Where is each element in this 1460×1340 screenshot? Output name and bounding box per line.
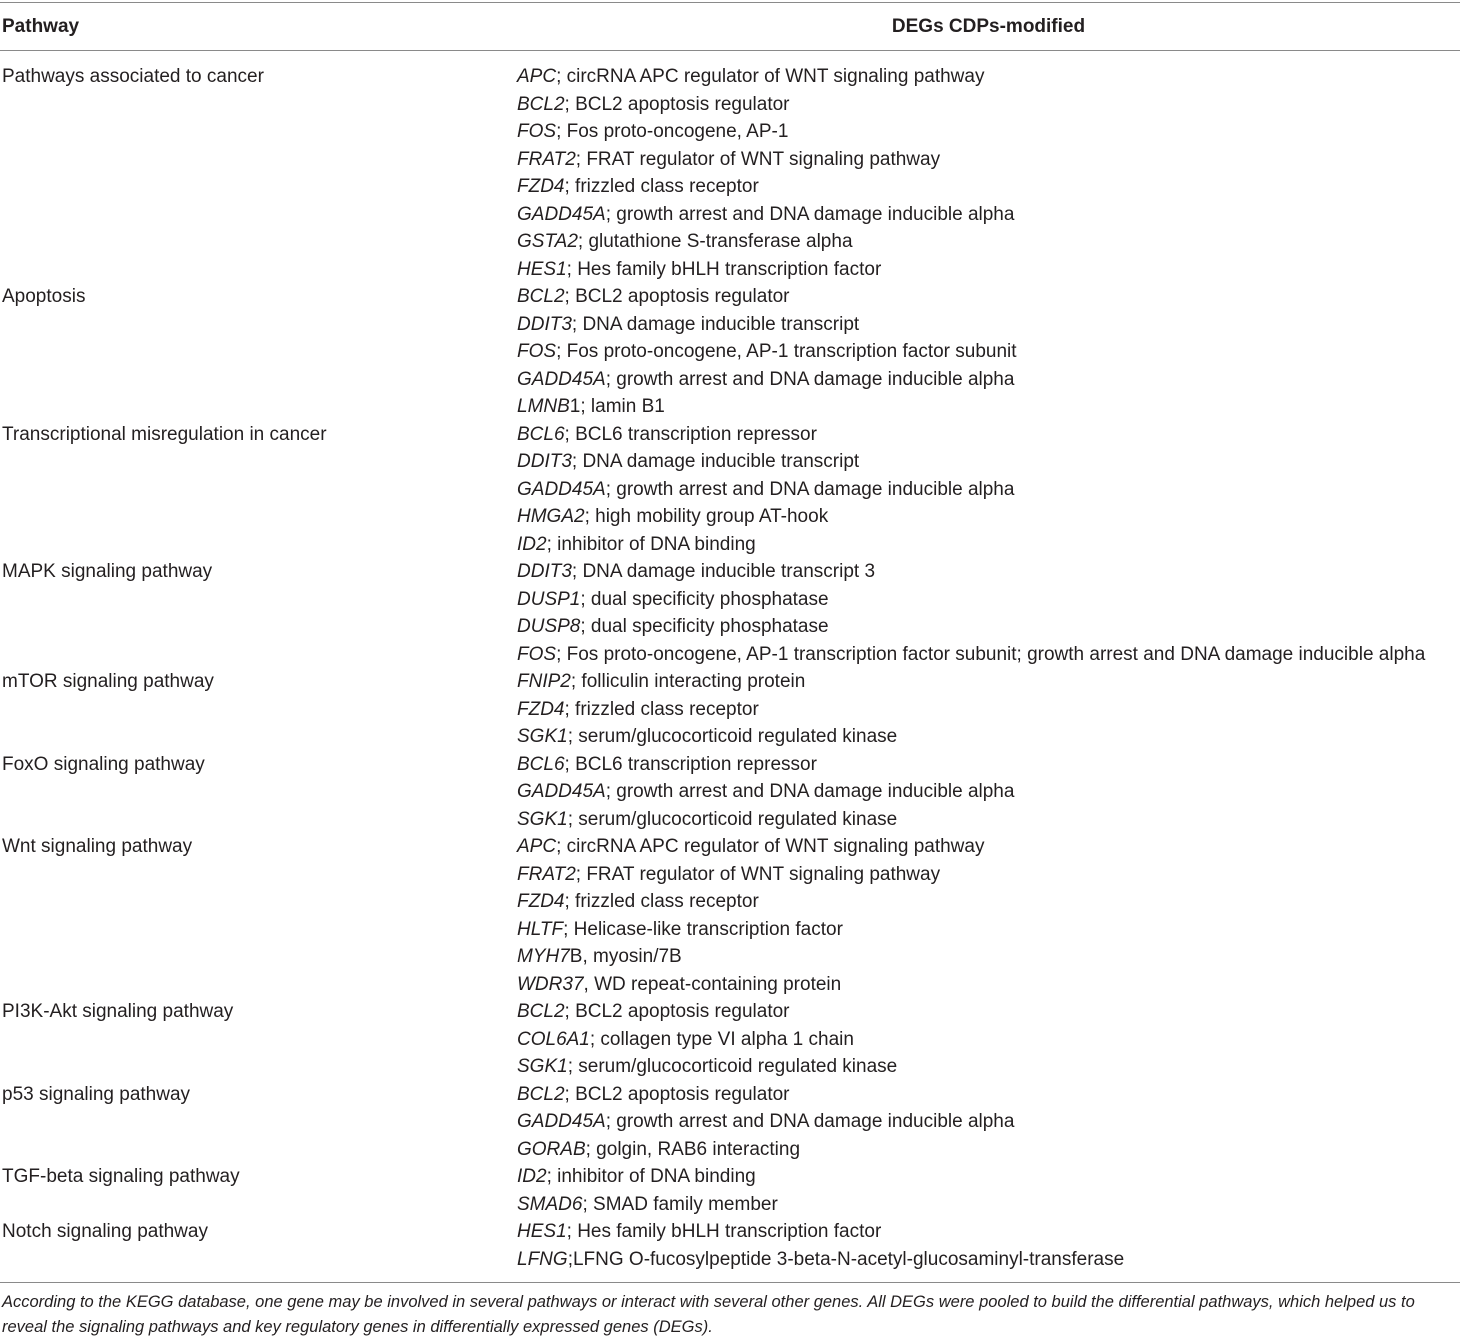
gene-description: ; frizzled class receptor bbox=[564, 698, 759, 720]
gene-entry bbox=[517, 696, 1460, 724]
pathway-group bbox=[0, 421, 1460, 559]
gene-description: ; Fos proto-oncogene, AP-1 transcription factor subunit; growth arrest and DNA damage inducible alpha bbox=[556, 643, 1426, 665]
gene-description: ; DNA damage inducible transcript bbox=[571, 451, 860, 472]
gene-description: ; BCL6 transcription repressor bbox=[564, 753, 817, 775]
gene-description: ; golgin, RAB6 interacting bbox=[585, 1138, 801, 1160]
gene-symbol: HLTF bbox=[517, 918, 564, 940]
gene-entry bbox=[517, 916, 1460, 944]
gene-symbol: SGK1 bbox=[517, 808, 568, 830]
gene-entry bbox=[517, 778, 1460, 806]
gene-description: ; BCL2 apoptosis regulator bbox=[564, 286, 790, 307]
gene-symbol: BCL6 bbox=[517, 753, 565, 775]
gene-symbol: BCL2 bbox=[517, 93, 565, 115]
gene-entry bbox=[517, 448, 1460, 476]
gene-list bbox=[517, 558, 1460, 668]
pathway-group bbox=[0, 668, 1460, 751]
gene-description: ; serum/glucocorticoid regulated kinase bbox=[567, 808, 898, 830]
gene-entry bbox=[517, 806, 1460, 834]
table-body bbox=[0, 51, 1460, 1273]
table-footnote: According to the KEGG database, one gene may be involved in several pathways or interact with several other genes. All DEGs were pooled to build the differential pathways, which helped us to reveal the signaling pathways and key regulatory genes in differentially expressed genes (DEGs). bbox=[2, 1293, 1415, 1336]
gene-symbol: HMGA2 bbox=[517, 506, 585, 527]
gene-symbol: LMNB bbox=[517, 396, 570, 417]
gene-description: ; BCL2 apoptosis regulator bbox=[564, 1001, 790, 1022]
gene-symbol: GADD45A bbox=[517, 203, 606, 225]
pathway-group bbox=[0, 1218, 1460, 1273]
gene-description: ; inhibitor of DNA binding bbox=[546, 533, 756, 555]
gene-list bbox=[517, 751, 1460, 834]
gene-description: ; Fos proto-oncogene, AP-1 bbox=[556, 121, 789, 142]
gene-entry bbox=[517, 1108, 1460, 1136]
gene-symbol: FRAT2 bbox=[517, 148, 576, 170]
gene-entry bbox=[517, 998, 1460, 1026]
pathway-group bbox=[0, 1163, 1460, 1218]
gene-symbol: BCL2 bbox=[517, 1083, 565, 1105]
gene-entry bbox=[517, 531, 1460, 559]
pathway-name: FoxO signaling pathway bbox=[2, 753, 205, 775]
gene-entry bbox=[517, 723, 1460, 751]
gene-symbol: APC bbox=[517, 836, 557, 857]
gene-symbol: GADD45A bbox=[517, 478, 606, 500]
gene-entry bbox=[517, 586, 1460, 614]
gene-symbol: GADD45A bbox=[517, 368, 606, 390]
gene-symbol: DDIT3 bbox=[517, 313, 572, 335]
gene-description: ; SMAD family member bbox=[582, 1193, 778, 1215]
gene-entry bbox=[517, 338, 1460, 366]
gene-entry bbox=[517, 1136, 1460, 1164]
pathway-name: Notch signaling pathway bbox=[2, 1221, 208, 1242]
gene-description: ; growth arrest and DNA damage inducible alpha bbox=[605, 1111, 1015, 1132]
gene-entry bbox=[517, 613, 1460, 641]
gene-symbol: BCL2 bbox=[517, 1001, 565, 1022]
pathway-group bbox=[0, 558, 1460, 668]
gene-entry bbox=[517, 173, 1460, 201]
pathway-group bbox=[0, 283, 1460, 421]
pathway-gene-table bbox=[0, 2, 1460, 1339]
gene-description: ; frizzled class receptor bbox=[564, 891, 759, 912]
gene-entry bbox=[517, 201, 1460, 229]
gene-description: 1; lamin B1 bbox=[569, 396, 665, 417]
gene-description: ; inhibitor of DNA binding bbox=[546, 1166, 756, 1187]
pathway-name: Wnt signaling pathway bbox=[2, 836, 193, 857]
gene-entry bbox=[517, 393, 1460, 421]
gene-symbol: FZD4 bbox=[517, 176, 565, 197]
gene-symbol: HES1 bbox=[517, 1221, 567, 1242]
gene-symbol: FZD4 bbox=[517, 891, 565, 912]
gene-list bbox=[517, 1163, 1460, 1218]
gene-entry bbox=[517, 971, 1460, 999]
gene-entry bbox=[517, 228, 1460, 256]
pathway-name: mTOR signaling pathway bbox=[2, 671, 214, 692]
gene-description: ; Hes family bHLH transcription factor bbox=[566, 1221, 882, 1242]
pathway-group bbox=[0, 751, 1460, 834]
gene-description: ; growth arrest and DNA damage inducible alpha bbox=[605, 781, 1015, 802]
gene-entry bbox=[517, 1246, 1460, 1274]
gene-entry bbox=[517, 558, 1460, 586]
header-degs: DEGs CDPs-modified bbox=[891, 15, 1086, 37]
gene-list bbox=[517, 283, 1460, 421]
gene-symbol: COL6A1 bbox=[517, 1028, 590, 1050]
gene-entry bbox=[517, 1053, 1460, 1081]
pathway-name: TGF-beta signaling pathway bbox=[2, 1166, 240, 1187]
gene-entry bbox=[517, 1191, 1460, 1219]
pathway-group bbox=[0, 998, 1460, 1081]
gene-description: ;LFNG O-fucosylpeptide 3-beta-N-acetyl-glucosaminyl-transferase bbox=[567, 1248, 1125, 1270]
gene-description: ; serum/glucocorticoid regulated kinase bbox=[567, 726, 898, 747]
gene-entry bbox=[517, 366, 1460, 394]
pathway-name: p53 signaling pathway bbox=[2, 1083, 191, 1105]
gene-entry bbox=[517, 421, 1460, 449]
gene-symbol: APC bbox=[517, 66, 557, 87]
gene-symbol: GADD45A bbox=[517, 781, 606, 802]
gene-symbol: DUSP1 bbox=[517, 588, 581, 610]
gene-symbol: FOS bbox=[517, 643, 557, 665]
gene-description: B, myosin/7B bbox=[569, 946, 682, 967]
gene-symbol: SMAD6 bbox=[517, 1193, 583, 1215]
pathway-group bbox=[0, 63, 1460, 283]
gene-symbol: GSTA2 bbox=[517, 231, 578, 252]
gene-description: ; growth arrest and DNA damage inducible alpha bbox=[605, 478, 1015, 500]
gene-description: ; circRNA APC regulator of WNT signaling pathway bbox=[556, 836, 985, 857]
gene-entry bbox=[517, 118, 1460, 146]
gene-description: ; Fos proto-oncogene, AP-1 transcription factor subunit bbox=[556, 341, 1017, 362]
gene-description: ; frizzled class receptor bbox=[564, 176, 759, 197]
gene-symbol: GORAB bbox=[517, 1138, 586, 1160]
gene-entry bbox=[517, 476, 1460, 504]
gene-description: , WD repeat-containing protein bbox=[583, 973, 842, 995]
gene-symbol: WDR37 bbox=[517, 973, 584, 995]
gene-list bbox=[517, 1218, 1460, 1273]
pathway-name: Apoptosis bbox=[2, 286, 86, 307]
pathway-group bbox=[0, 833, 1460, 998]
gene-symbol: FZD4 bbox=[517, 698, 565, 720]
pathway-group bbox=[0, 1081, 1460, 1164]
gene-symbol: SGK1 bbox=[517, 1056, 568, 1077]
gene-list bbox=[517, 421, 1460, 559]
pathway-name: Transcriptional misregulation in cancer bbox=[2, 423, 327, 445]
gene-symbol: DDIT3 bbox=[517, 561, 572, 582]
gene-entry bbox=[517, 283, 1460, 311]
gene-symbol: DUSP8 bbox=[517, 616, 581, 637]
gene-entry bbox=[517, 943, 1460, 971]
gene-entry bbox=[517, 1026, 1460, 1054]
gene-entry bbox=[517, 833, 1460, 861]
gene-symbol: SGK1 bbox=[517, 726, 568, 747]
gene-symbol: BCL6 bbox=[517, 423, 565, 445]
gene-entry bbox=[517, 146, 1460, 174]
gene-description: ; BCL2 apoptosis regulator bbox=[564, 1083, 790, 1105]
gene-description: ; BCL6 transcription repressor bbox=[564, 423, 817, 445]
gene-description: ; dual specificity phosphatase bbox=[580, 616, 829, 637]
gene-list bbox=[517, 63, 1460, 283]
gene-description: ; glutathione S-transferase alpha bbox=[577, 231, 853, 252]
table-header bbox=[0, 3, 1460, 50]
header-pathway: Pathway bbox=[2, 15, 80, 37]
gene-symbol: FRAT2 bbox=[517, 863, 576, 885]
gene-entry bbox=[517, 63, 1460, 91]
gene-symbol: FNIP2 bbox=[517, 671, 571, 692]
gene-entry bbox=[517, 503, 1460, 531]
gene-description: ; FRAT regulator of WNT signaling pathway bbox=[575, 863, 941, 885]
gene-entry bbox=[517, 1163, 1460, 1191]
gene-description: ; circRNA APC regulator of WNT signaling pathway bbox=[556, 66, 985, 87]
gene-symbol: HES1 bbox=[517, 258, 567, 280]
gene-list bbox=[517, 833, 1460, 998]
gene-description: ; high mobility group AT-hook bbox=[584, 506, 829, 527]
gene-symbol: DDIT3 bbox=[517, 451, 572, 472]
gene-description: ; Hes family bHLH transcription factor bbox=[566, 258, 882, 280]
gene-description: ; DNA damage inducible transcript bbox=[571, 313, 860, 335]
gene-description: ; folliculin interacting protein bbox=[570, 671, 806, 692]
gene-description: ; DNA damage inducible transcript 3 bbox=[571, 561, 876, 582]
gene-description: ; growth arrest and DNA damage inducible alpha bbox=[605, 203, 1015, 225]
gene-entry bbox=[517, 668, 1460, 696]
gene-list bbox=[517, 1081, 1460, 1164]
gene-entry bbox=[517, 861, 1460, 889]
gene-entry bbox=[517, 1218, 1460, 1246]
gene-symbol: BCL2 bbox=[517, 286, 565, 307]
gene-entry bbox=[517, 256, 1460, 284]
gene-description: ; Helicase-like transcription factor bbox=[563, 918, 843, 940]
gene-list bbox=[517, 998, 1460, 1081]
gene-entry bbox=[517, 641, 1460, 669]
gene-symbol: LFNG bbox=[517, 1248, 568, 1270]
gene-symbol: FOS bbox=[517, 341, 557, 362]
gene-symbol: ID2 bbox=[517, 1166, 547, 1187]
gene-symbol: ID2 bbox=[517, 533, 547, 555]
gene-entry bbox=[517, 91, 1460, 119]
gene-description: ; serum/glucocorticoid regulated kinase bbox=[567, 1056, 898, 1077]
gene-symbol: FOS bbox=[517, 121, 557, 142]
gene-list bbox=[517, 668, 1460, 751]
gene-description: ; growth arrest and DNA damage inducible alpha bbox=[605, 368, 1015, 390]
gene-entry bbox=[517, 751, 1460, 779]
gene-symbol: MYH7 bbox=[517, 946, 570, 967]
gene-description: ; collagen type VI alpha 1 chain bbox=[589, 1028, 854, 1050]
gene-symbol: GADD45A bbox=[517, 1111, 606, 1132]
gene-entry bbox=[517, 311, 1460, 339]
gene-description: ; FRAT regulator of WNT signaling pathway bbox=[575, 148, 941, 170]
pathway-name: Pathways associated to cancer bbox=[2, 66, 264, 87]
gene-entry bbox=[517, 1081, 1460, 1109]
gene-description: ; BCL2 apoptosis regulator bbox=[564, 93, 790, 115]
pathway-name: PI3K-Akt signaling pathway bbox=[2, 1001, 234, 1022]
pathway-name: MAPK signaling pathway bbox=[2, 561, 213, 582]
gene-description: ; dual specificity phosphatase bbox=[580, 588, 829, 610]
gene-entry bbox=[517, 888, 1460, 916]
